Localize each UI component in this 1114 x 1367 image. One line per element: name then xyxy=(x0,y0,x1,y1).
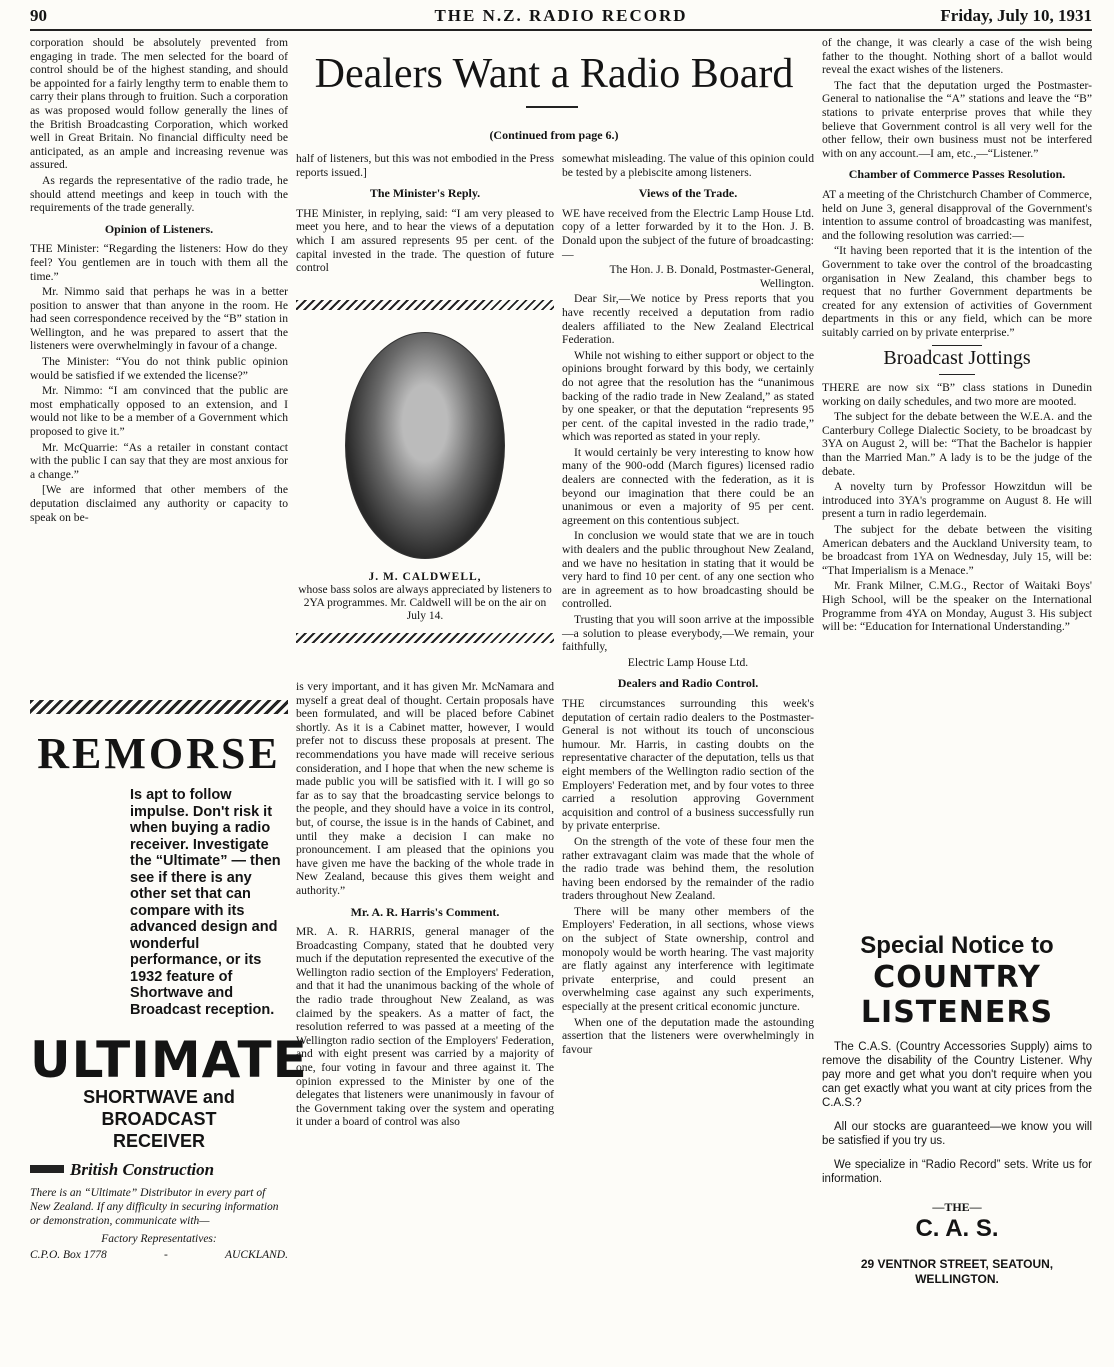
article-paragraph: of the change, it was clearly a case of the wish being father to the thought. Nothing short of a ballot would reveal the exact wishes of the listeners. xyxy=(822,36,1092,77)
ad-body: Is apt to follow impulse. Don't risk it when buying a radio receiver. Investigate the “Ultimate” — then see if there is any other set that can compare with its advanced design and wonderful performance, or its 1932 feature of Shortwave and Broadcast reception. xyxy=(130,787,281,1018)
distributor-text: There is an “Ultimate” Distributor in every part of New Zealand. If any difficulty in securing information or demonstration, communicate with— xyxy=(30,1187,279,1227)
cas-headline-2: COUNTRY LISTENERS xyxy=(860,960,1054,1030)
section-heading: Opinion of Listeners. xyxy=(104,221,214,236)
article-paragraph: There will be many other members of the Employers' Federation, in all sections, whose views on the subject of State ownership, control and monopoly would be worth hearing. The vast majority are flatly against any interference with legitimate private enterprise, and could present an overwhelming case against any such experiments, especially at the present critical economic juncture. xyxy=(562,904,814,1014)
cas-text: All our stocks are guaranteed—we know you will be satisfied if you try us. xyxy=(822,1121,1092,1147)
ultimate-advertisement xyxy=(30,700,308,1296)
article-paragraph: It would certainly be very interesting to know how many of the 900-odd (March figures) licensed radio dealers are connected with the federation, as it is beyond our imagination that there could be an unanimous or even a majority of 95 per cent. agreement on this contentious subject. xyxy=(562,445,814,527)
cas-name: C. A. S. xyxy=(915,1215,999,1242)
article-paragraph: The fact that the deputation urged the Postmaster-General to nationalise the “A” stations and leave the “B” stations to private enterprise proves that while they believe that Government control is all very well for the other fellow, their own business must not be interfered with on any account.—I am, etc.,—“Listener.” xyxy=(822,78,1092,160)
column-3 xyxy=(562,152,814,1058)
cas-text: The C.A.S. (Country Accessories Supply) aims to remove the disability of the Country Listener. Why pay more and get what you don't require when you can get exactly what you want at city prices from the C.A.S.? xyxy=(822,1041,1092,1109)
article-paragraph: In conclusion we would state that we are in touch with dealers and the public throughout New Zealand, and we have no hesitation in stating that it would be very hard to find 10 per cent. of any one section who are in agreement as to how broadcasting should be controlled. xyxy=(562,529,814,611)
page-number: 90 xyxy=(30,6,47,25)
section-heading: The Minister's Reply. xyxy=(369,186,481,201)
article-paragraph: Mr. McQuarrie: “As a retailer in constant contact with the public I can say that they are most anxious for a change.” xyxy=(30,440,288,481)
section-heading: Dealers and Radio Control. xyxy=(617,676,759,691)
jotting-item: Mr. Frank Milner, C.M.G., Rector of Waitaki Boys' High School, will be the speaker on the International Programme from 4YA on Monday, August 3. His subject will be: “Education for International Understanding.” xyxy=(822,579,1092,634)
article-paragraph: Dear Sir,—We notice by Press reports that you have recently received a deputation from radio dealers affiliated to the New Zealand Electrical Federation. xyxy=(562,292,814,347)
column-2-bottom xyxy=(296,680,554,1131)
article-paragraph: THE circumstances surrounding this week's deputation of certain radio dealers to the Postmaster-General is not without its touch of unconscious humour. Mr. Harris, in casting doubts on the representative character of the deputation, tells us that eight members of the Wellington radio section of the Employers' Federation met, and by four votes to three carried a resolution approving Government acquisition and control of a business successfully run by private enterprise. xyxy=(562,696,814,833)
article-paragraph: THE Minister, in replying, said: “I am very pleased to meet you here, and to hear the views of a deputation which I am assured represents 95 per cent. of the capital invested in the trade. The question of future control xyxy=(296,206,554,275)
article-paragraph: WE have received from the Electric Lamp House Ltd. copy of a letter forwarded by it to the Hon. J. B. Donald upon the subject of the future of broadcasting:— xyxy=(562,206,814,261)
article-paragraph: MR. A. R. HARRIS, general manager of the Broadcasting Company, stated that he doubted very much if the deputation represented the executive of the Wellington radio section of the Employers' Federation, and that it had the unanimous backing of the whole of the radio trade throughout New Zealand, as was claimed by the speakers. As a matter of fact, the resolution referred to was passed at a meeting of the Wellington radio section of the Employers' Federation, and with eight present was carried by a majority of one, four voting in favour and three against it. The opinion expressed to the Minister by one of the delegates that listeners were unanimously in favour of the Government taking over the system and operating it under a board of control was also xyxy=(296,925,554,1129)
ad-subtitle-2: RECEIVER xyxy=(112,1131,206,1151)
jotting-item: The subject for the debate between the visiting American debaters and the Auckland University team, to be broadcast from 1YA on Wednesday, July 15, will be: “That Imperialism is a Menace.” xyxy=(822,523,1092,577)
jotting-item: A novelty turn by Professor Howzitdun will be introduced into 3YA's programme on August 8. He will present a turn in radio legerdemain. xyxy=(822,480,1092,521)
ad-address: C.P.O. Box 1778 - AUCKLAND. xyxy=(30,1249,288,1261)
title-rule xyxy=(526,106,578,108)
article-paragraph: “It having been reported that it is the intention of the Government to take over the control of the broadcasting organisation in New Zealand, this chamber begs to request that no further Government departments be created for any extension of activities of Government departments in this or any field, which can be more suitably carried on by private enterprise.” xyxy=(822,244,1092,339)
jottings-title: Broadcast Jottings xyxy=(883,347,1031,370)
issue-date: Friday, July 10, 1931 xyxy=(940,6,1092,25)
article-paragraph: somewhat misleading. The value of this opinion could be tested by a plebiscite among listeners. xyxy=(562,152,814,179)
masthead: THE N.Z. RADIO RECORD xyxy=(434,6,688,25)
column-2-top xyxy=(296,152,554,277)
article-paragraph: [We are informed that other members of the deputation disclaimed any authority or capacity to speak on be- xyxy=(30,483,288,524)
jotting-item: THERE are now six “B” class stations in Dunedin working on daily schedules, and two more are mooted. xyxy=(822,381,1092,408)
article-paragraph: Mr. Nimmo: “I am convinced that the public are most emphatically opposed to an extension, and I would not like to be a member of a Government which proposed to give it.” xyxy=(30,384,288,439)
section-heading: Chamber of Commerce Passes Resolution. xyxy=(848,167,1066,182)
ad-brand: ULTIMATE xyxy=(30,1031,308,1089)
letter-signature: Electric Lamp House Ltd. xyxy=(627,655,749,669)
bar-icon xyxy=(30,1165,64,1173)
article-paragraph: While not wishing to either support or object to the opinions brought forward by this body, we certainly do not agree that the resolution has the “unanimous backing of the radio trade in New Zealand,” as stated by one speaker, or that the deputation “represents 95 per cent. of the capital invested in the radio trade,” which was reported as stated in your reply. xyxy=(562,348,814,444)
zigzag-border xyxy=(296,633,554,643)
article-paragraph: When one of the deputation made the astounding assertion that the listeners were overwhelmingly in favour xyxy=(562,1015,814,1056)
divider xyxy=(932,345,982,346)
photo-caption: J. M. CALDWELL, whose bass solos are always appreciated by listeners to 2YA programmes. Mr. Caldwell will be on the air on July 14. xyxy=(298,571,552,622)
jotting-item: The subject for the debate between the W.E.A. and the Canterbury College Dialectic Society, to be broadcast by 3YA on August 2, will be: “That the Bachelor is happier than the Married Man.” A lady is to be the judge of the debate. xyxy=(822,410,1092,478)
article-paragraph: AT a meeting of the Christchurch Chamber of Commerce, held on June 3, general disapproval of the Government's intention to assume control of broadcasting was manifest, and the following resolution was carried:— xyxy=(822,187,1092,242)
page-header xyxy=(30,6,1092,28)
cas-text: We specialize in “Radio Record” sets. Write us for information. xyxy=(822,1159,1092,1185)
ad-headline: REMORSE xyxy=(37,729,281,778)
photo-block xyxy=(296,300,554,672)
cas-headline: Special Notice to xyxy=(860,932,1054,959)
ad-subtitle: SHORTWAVE and BROADCAST xyxy=(83,1087,235,1129)
column-4 xyxy=(822,36,1092,636)
header-rule xyxy=(30,29,1092,31)
cas-advertisement xyxy=(822,932,1092,1287)
article-paragraph: Trusting that you will soon arrive at the impossible—a solution to please everybody,—We remain, your faithfully, xyxy=(562,613,814,654)
column-1 xyxy=(30,36,288,526)
article-paragraph: As regards the representative of the radio trade, he should attend meetings and keep in touch with the requirements of the trade generally. xyxy=(30,173,288,215)
article-paragraph: On the strength of the vote of these four men the rather extravagant claim was made that the whole of the radio trade was behind them, the resolution having been endorsed by the remainder of the radio traders throughout New Zealand. xyxy=(562,834,814,903)
article-paragraph: corporation should be absolutely prevented from engaging in trade. The men selected for the board of control should be of the highest standing, and should be appointed for a fairly lengthy term to enable them to carry their plans through to fruition. Such a corporation as was proposed would follow generally the lines of the British Broadcasting Corporation, which worked well in Great Britain. No financial difficulty need be anticipated, as an ample and increasing revenue was assured. xyxy=(30,36,288,172)
article-paragraph: is very important, and it has given Mr. McNamara and myself a great deal of thought. Certain proposals have been formulated, and will be placed before Cabinet shortly. As it is a Cabinet matter, however, I would prefer not to discuss these proposals at present. The recommendations you have made will receive serious consideration, and I hope that when the new scheme is made public you will be satisfied with it. I will go so far as to say that the broadcasting service belongs to the people, and they should have a voice in its control, but, of course, the issue is in the hands of Cabinet, and until they make a decision I can make no pronouncement. I am pleased that the opinions you have given me have the backing of the whole trade in New Zealand, because this gives them weight and authority.” xyxy=(296,680,554,897)
article-title: Dealers Want a Radio Board xyxy=(314,51,794,97)
article-paragraph: Mr. Nimmo said that perhaps he was in a better position to answer that than anyone in the room. He had seen correspondence received by the “B” station in Wellington, and he was prepared to assert that the listeners were overwhelmingly in favour of a change. xyxy=(30,285,288,353)
letter-address: The Hon. J. B. Donald, Postmaster-General, Wellington. xyxy=(609,263,814,290)
factory-reps: Factory Representatives: xyxy=(101,1233,217,1245)
article-paragraph: half of listeners, but this was not embodied in the Press reports issued.] xyxy=(296,152,554,179)
cas-the: —THE— xyxy=(932,1200,982,1214)
section-heading: Views of the Trade. xyxy=(638,186,738,201)
article-paragraph: The Minister: “You do not think public opinion would be satisfied if we extended the license?” xyxy=(30,355,288,382)
continued-note: (Continued from page 6.) xyxy=(489,128,619,142)
portrait-photo xyxy=(345,332,505,559)
article-paragraph: THE Minister: “Regarding the listeners: How do they feel? You gentlemen are in touch with them all the time.” xyxy=(30,242,288,283)
divider xyxy=(939,374,975,375)
section-heading: Mr. A. R. Harris's Comment. xyxy=(350,904,500,919)
zigzag-border xyxy=(296,300,554,310)
zigzag-border xyxy=(30,700,288,714)
construction-line: British Construction xyxy=(30,1160,288,1180)
cas-address: 29 VENTNOR STREET, SEATOUN, WELLINGTON. xyxy=(860,1257,1054,1286)
